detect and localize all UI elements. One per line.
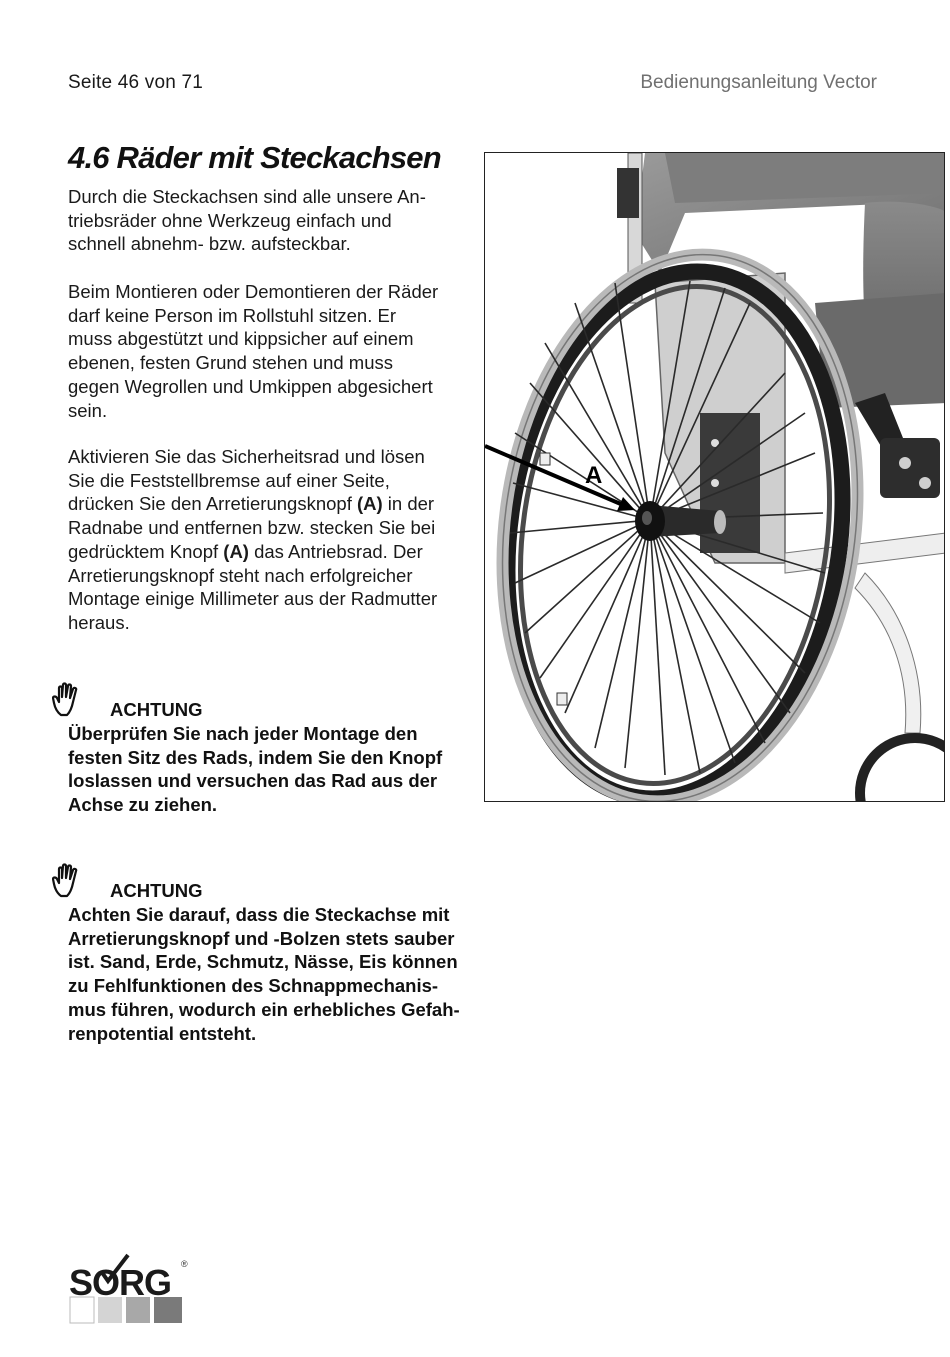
callout-reference: (A) — [356, 493, 383, 515]
text-line: darf keine Person im Rollstuhl sitzen. Er — [68, 304, 396, 326]
text-span: drücken Sie den Arretierungsknopf — [68, 493, 357, 515]
text-span: in der — [382, 493, 435, 515]
text-line: renpotential entsteht. — [68, 1022, 257, 1044]
text-line: Arretierungsknopf und -Bolzen stets sauber — [68, 927, 455, 949]
wheelchair-illustration — [485, 153, 945, 802]
text-span: gedrücktem Knopf — [68, 540, 224, 562]
text-line: heraus. — [68, 611, 130, 633]
document-title: Bedienungsanleitung Vector — [640, 72, 877, 93]
warning-text — [68, 722, 468, 817]
text-line: muss abgestützt und kippsicher auf einem — [68, 328, 414, 350]
warning-title: ACHTUNG — [110, 880, 203, 901]
paragraph-safety — [68, 280, 473, 422]
section-title: 4.6 Räder mit Steckachsen — [68, 140, 441, 175]
sorg-logo — [68, 1253, 193, 1328]
registered-mark: ® — [181, 1259, 188, 1269]
text-line: Arretierungsknopf steht nach erfolgreicher — [68, 564, 413, 586]
text-line: ist. Sand, Erde, Schmutz, Nässe, Eis können — [68, 951, 458, 973]
callout-label: A — [585, 462, 603, 489]
text-span: das Antriebsrad. Der — [248, 540, 423, 562]
hand-stop-icon — [52, 682, 86, 718]
hand-stop-icon — [52, 863, 86, 899]
text-line: sein. — [68, 399, 108, 421]
text-line: Aktivieren Sie das Sicherheitsrad und lösen — [68, 446, 425, 467]
text-line: loslassen und versuchen das Rad aus der — [68, 770, 438, 792]
text-line: Montage einige Millimeter aus der Radmutter — [68, 588, 438, 610]
text-line: Achten Sie darauf, dass die Steckachse mit — [68, 904, 450, 925]
text-line: ebenen, festen Grund stehen und muss — [68, 352, 393, 374]
text-line — [68, 540, 473, 564]
callout-reference: (A) — [223, 540, 249, 562]
text-line: Beim Montieren oder Demontieren der Räder — [68, 281, 439, 302]
text-line: Radnabe und entfernen bzw. stecken Sie bei — [68, 517, 436, 539]
text-line: Sie die Feststellbremse auf einer Seite, — [68, 469, 390, 491]
page-number: Seite 46 von 71 — [68, 72, 204, 93]
text-line: gegen Wegrollen und Umkippen abgesichert — [68, 375, 433, 397]
text-line: schnell abnehm- bzw. aufsteckbar. — [68, 233, 351, 255]
text-line: zu Fehlfunktionen des Schnappmechanis- — [68, 975, 439, 997]
text-line: mus führen, wodurch ein erhebliches Gefah- — [68, 998, 460, 1020]
text-line: festen Sitz des Rads, indem Sie den Knopf — [68, 746, 443, 768]
text-line: Durch die Steckachsen sind alle unsere An- — [68, 186, 426, 207]
paragraph-instructions — [68, 445, 473, 635]
text-line — [68, 492, 473, 516]
text-line: Überprüfen Sie nach jeder Montage den — [68, 723, 418, 744]
paragraph-intro — [68, 185, 473, 256]
logo-text: SORG — [69, 1262, 172, 1303]
warning-text — [68, 903, 468, 1045]
wheelchair-wheel-photo — [484, 152, 945, 802]
warning-title: ACHTUNG — [110, 699, 203, 720]
text-line: triebsräder ohne Werkzeug einfach und — [68, 209, 392, 231]
text-line: Achse zu ziehen. — [68, 794, 218, 816]
